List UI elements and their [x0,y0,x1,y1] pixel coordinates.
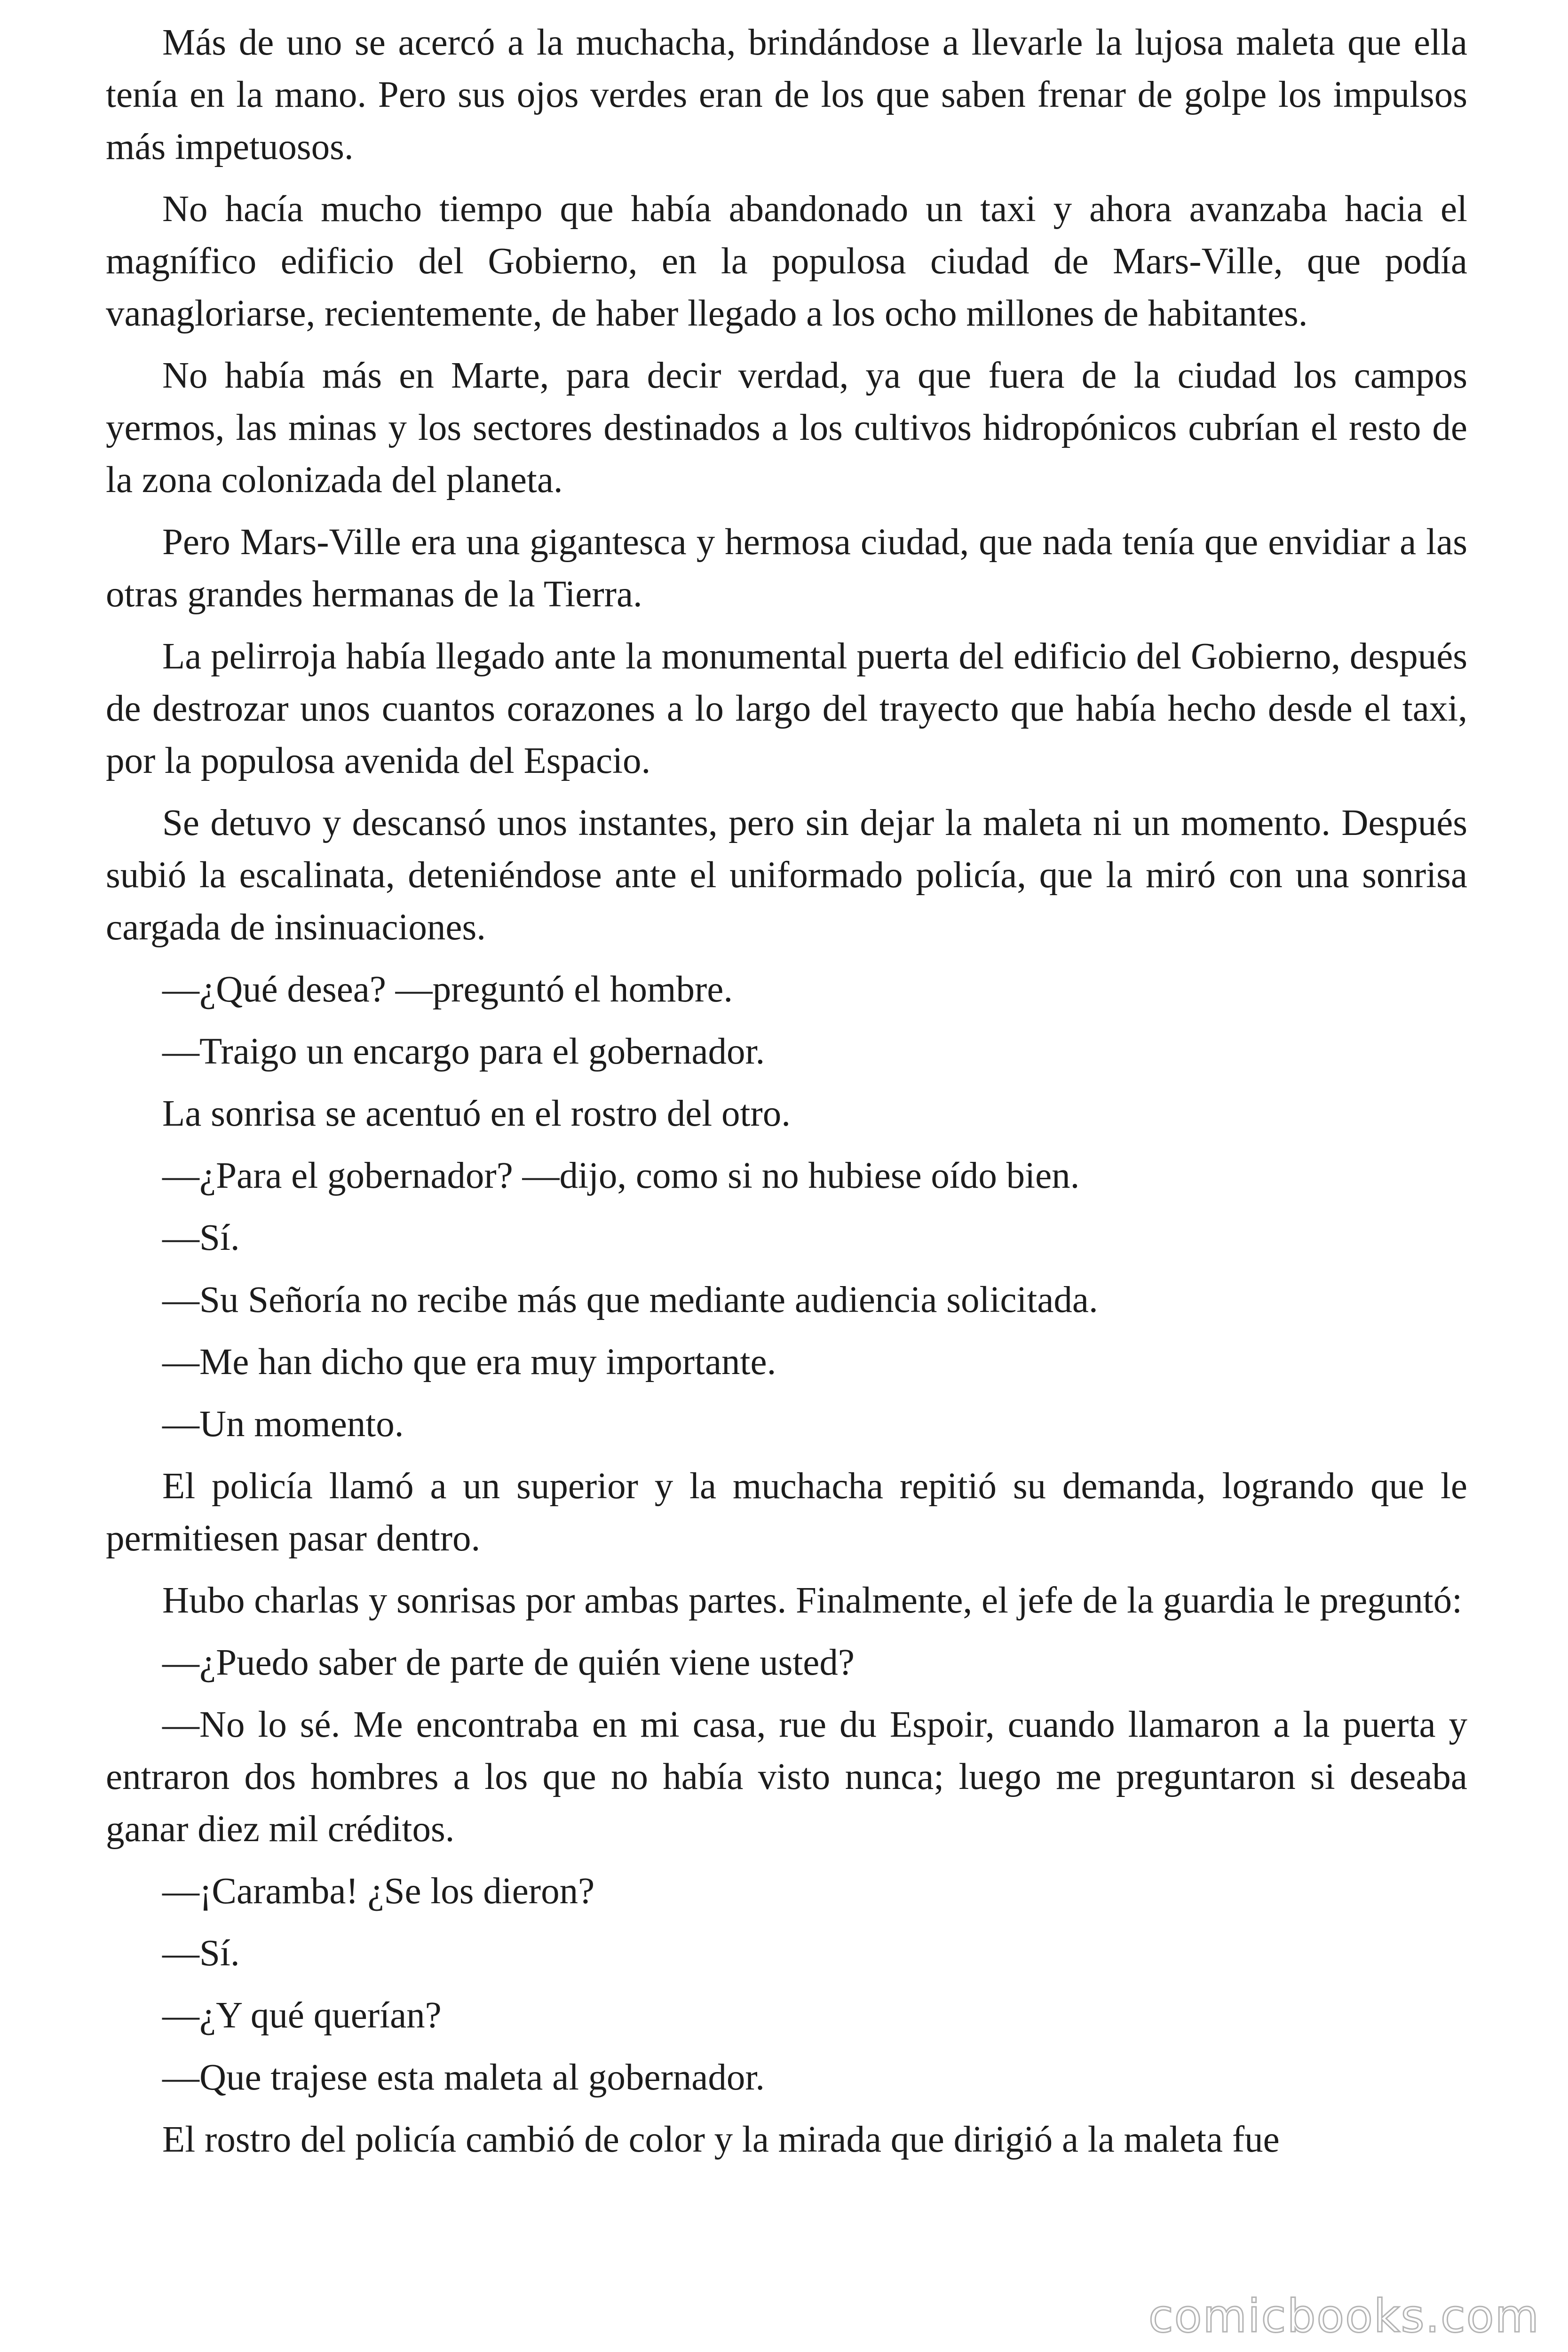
dialogue-line: —Su Señoría no recibe más que mediante audiencia solicitada. [162,1279,1098,1320]
dialogue-line: —Me han dicho que era muy importante. [162,1342,776,1383]
dialogue-line: —Traigo un encargo para el gobernador. [162,1031,765,1072]
dialogue-line: —Sí. [162,1933,240,1974]
dialogue-line: —Que trajese esta maleta al gobernador. [162,2057,765,2098]
page-body [106,16,1467,2176]
dialogue-line: —¿Qué desea? —preguntó el hombre. [162,969,733,1010]
watermark: comicbooks.com [1148,2290,1540,2343]
dialogue-line: —¿Puedo saber de parte de quién viene usted? [162,1642,855,1683]
paragraph: El rostro del policía cambió de color y la mirada que dirigió a la maleta fue [162,2119,1280,2160]
dialogue-line: —Sí. [162,1217,240,1258]
dialogue-line: —No lo sé. Me encontraba en mi casa, rue du Espoir, cuando llamaron a la puerta y entraron dos hombres a los que no había visto nunca; luego me preguntaron si deseaba ganar diez mil créditos. [106,1704,1467,1850]
paragraph: Se detuvo y descansó unos instantes, pero sin dejar la maleta ni un momento. Después subió la escalinata, deteniéndose ante el uniformado policía, que la miró con una sonrisa cargada de insinuaciones. [106,803,1467,948]
paragraph: Hubo charlas y sonrisas por ambas partes. Finalmente, el jefe de la guardia le preguntó: [162,1580,1463,1621]
paragraph: Pero Mars-Ville era una gigantesca y hermosa ciudad, que nada tenía que envidiar a las otras grandes hermanas de la Tierra. [106,522,1467,615]
paragraph: No había más en Marte, para decir verdad, ya que fuera de la ciudad los campos yermos, las minas y los sectores destinados a los cultivos hidropónicos cubrían el resto de la zona colonizada del planeta. [106,355,1467,501]
paragraph: La sonrisa se acentuó en el rostro del otro. [162,1093,791,1134]
paragraph: La pelirroja había llegado ante la monumental puerta del edificio del Gobierno, después de destrozar unos cuantos corazones a lo largo del trayecto que había hecho desde el taxi, por la populosa avenida del Espacio. [106,636,1467,781]
dialogue-line: —¡Caramba! ¿Se los dieron? [162,1871,595,1912]
paragraph: El policía llamó a un superior y la muchacha repitió su demanda, logrando que le permitiesen pasar dentro. [106,1466,1467,1559]
dialogue-line: —¿Para el gobernador? —dijo, como si no hubiese oído bien. [162,1155,1080,1196]
paragraph: No hacía mucho tiempo que había abandonado un taxi y ahora avanzaba hacia el magnífico edificio del Gobierno, en la populosa ciudad de Mars-Ville, que podía vanagloriarse, recientemente, de haber llegado a los ocho millones de habitantes. [106,189,1467,334]
dialogue-line: —Un momento. [162,1404,404,1445]
dialogue-line: —¿Y qué querían? [162,1995,442,2036]
paragraph: Más de uno se acercó a la muchacha, brindándose a llevarle la lujosa maleta que ella tenía en la mano. Pero sus ojos verdes eran de los que saben frenar de golpe los impulsos más impetuosos. [106,22,1467,167]
